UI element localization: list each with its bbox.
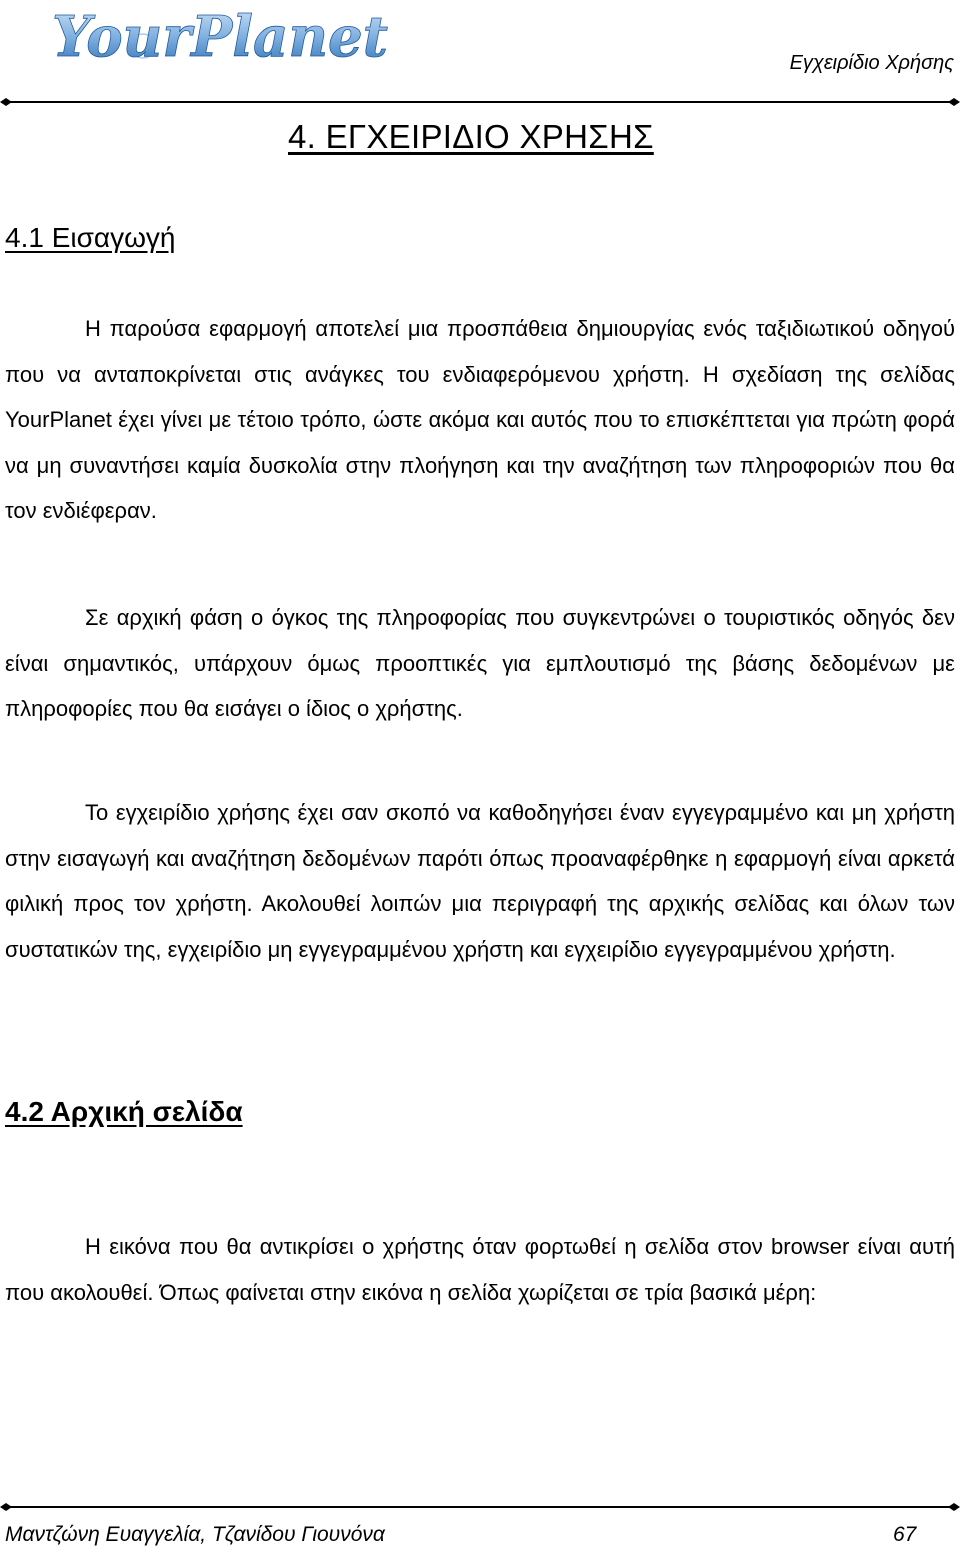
logo-text: YourPlanet xyxy=(52,4,389,70)
footer-divider xyxy=(0,1501,960,1513)
paragraph-intro-3: Το εγχειρίδιο χρήσης έχει σαν σκοπό να καθοδηγήσει έναν εγγεγραμμένο και μη χρήστη στην εισαγωγή και αναζήτηση δεδομένων παρότι όπως προαναφέρθηκε η εφαρμογή είναι αρκετά φιλική προς τον χρήστη. Ακολουθεί λοιπών μια περιγραφή της αρχικής σελίδας και όλων των συστατικών της, εγχειρίδιο μη εγγεγραμμένου χρήστη και εγχειρίδιο εγγεγραμμένου χρήστη. xyxy=(5,800,955,962)
section-heading-home-page: 4.2 Αρχική σελίδα xyxy=(5,1096,243,1127)
document-label: Εγχειρίδιο Χρήσης xyxy=(789,52,954,74)
header-divider xyxy=(0,96,960,108)
section-heading-introduction: 4.1 Εισαγωγή xyxy=(5,222,176,253)
page-number: 67 xyxy=(893,1523,917,1546)
paragraph-intro-2: Σε αρχική φάση ο όγκος της πληροφορίας που συγκεντρώνει ο τουριστικός οδηγός δεν είναι σημαντικός, υπάρχουν όμως προοπτικές για εμπλουτισμό της βάσης δεδομένων με πληροφορίες που θα εισάγει ο ίδιος ο χρήστης. xyxy=(5,605,955,721)
footer-authors: Μαντζώνη Ευαγγελία, Τζανίδου Γιουνόνα xyxy=(5,1523,385,1546)
paragraph-intro-1: Η παρούσα εφαρμογή αποτελεί μια προσπάθεια δημιουργίας ενός ταξιδιωτικού οδηγού που να ανταποκρίνεται στις ανάγκες του ενδιαφερόμενου χρήστη. Η σχεδίαση της σελίδας YourPlanet έχει γίνει με τέτοιο τρόπο, ώστε ακόμα και αυτός που το επισκέπτεται για πρώτη φορά να μη συναντήσει καμία δυσκολία στην πλοήγηση και την αναζήτηση των πληροφοριών που θα τον ενδιέφεραν. xyxy=(5,316,955,523)
yourplanet-logo xyxy=(48,0,393,70)
chapter-title: 4. ΕΓΧΕΙΡΙΔΙΟ ΧΡΗΣΗΣ xyxy=(288,118,654,155)
paragraph-home-page: Η εικόνα που θα αντικρίσει ο χρήστης όταν φορτωθεί η σελίδα στον browser είναι αυτή που ακολουθεί. Όπως φαίνεται στην εικόνα η σελίδα χωρίζεται σε τρία βασικά μέρη: xyxy=(5,1234,955,1305)
